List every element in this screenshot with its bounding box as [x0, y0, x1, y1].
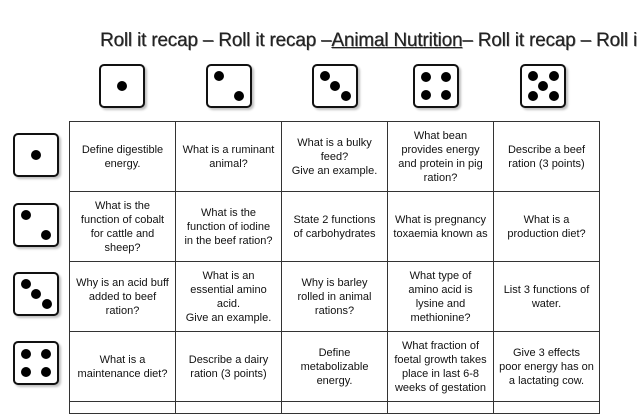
question-text: What is a production diet? [507, 213, 586, 240]
question-cell [282, 262, 388, 332]
question-cell [70, 122, 176, 192]
question-text: What bean provides energy and protein in pig ration? [398, 129, 483, 184]
die-pip [441, 90, 451, 100]
question-cell [494, 122, 600, 192]
die-1-icon [99, 64, 145, 108]
question-cell [388, 122, 494, 192]
grid-row-4 [70, 332, 600, 402]
die-pip [421, 90, 431, 100]
die-pip [234, 91, 244, 101]
question-cell [494, 262, 600, 332]
question-cell [282, 192, 388, 262]
die-pip [549, 91, 559, 101]
question-text: List 3 functions of water. [503, 283, 590, 310]
die-pip [21, 349, 31, 359]
die-pip [421, 72, 431, 82]
die-pip [21, 279, 31, 289]
title-topic: Animal Nutrition [331, 30, 463, 51]
die-pip [21, 210, 31, 220]
question-text: Define digestible energy. [81, 143, 164, 170]
question-grid [69, 121, 600, 414]
question-cell [494, 332, 600, 402]
question-cell [282, 402, 388, 414]
question-cell [282, 332, 388, 402]
die-pip [320, 71, 330, 81]
question-text: What type of amino acid is lysine and methionine? [408, 269, 473, 324]
die-3-icon [312, 64, 358, 108]
question-cell [388, 262, 494, 332]
die-4-icon [13, 341, 59, 385]
question-text: Why is an acid buff added to beef ration? [76, 276, 169, 317]
die-pip [21, 367, 31, 377]
question-text: What fraction of foetal growth takes place in last 6-8 weeks of gestation [394, 339, 487, 394]
question-text: Why is barley rolled in animal rations? [297, 276, 372, 317]
question-text: What is the function of cobalt for cattle and sheep? [80, 199, 165, 254]
question-cell [388, 402, 494, 414]
question-cell [388, 192, 494, 262]
die-pip [528, 91, 538, 101]
die-5-icon [520, 64, 566, 108]
question-cell [176, 192, 282, 262]
die-pip [528, 71, 538, 81]
question-text: What is pregnancy toxaemia known as [393, 213, 488, 240]
die-pip [341, 91, 351, 101]
die-pip [31, 289, 41, 299]
die-pip [41, 230, 51, 240]
die-pip [41, 367, 51, 377]
grid-row-2 [70, 192, 600, 262]
question-text: What is the function of iodine in the beef ration? [184, 206, 273, 247]
die-pip [117, 81, 127, 91]
question-cell [70, 332, 176, 402]
question-cell [70, 402, 176, 414]
die-pip [441, 72, 451, 82]
question-cell [494, 402, 600, 414]
die-pip [214, 71, 224, 81]
die-2-icon [206, 64, 252, 108]
title-suffix: – Roll it recap – Roll i [462, 30, 637, 51]
question-cell [388, 332, 494, 402]
question-text: What is a bulky feed? Give an example. [291, 136, 378, 177]
die-pip [330, 81, 340, 91]
die-pip [42, 299, 52, 309]
title-prefix: Roll it recap – Roll it recap – [100, 30, 332, 51]
die-pip [31, 150, 41, 160]
die-2-icon [13, 203, 59, 247]
question-text: What is a ruminant animal? [182, 143, 275, 170]
die-pip [41, 349, 51, 359]
question-cell [494, 192, 600, 262]
grid-row-5-partial [70, 402, 600, 414]
page-title [100, 30, 637, 52]
question-cell [176, 332, 282, 402]
die-3-icon [13, 272, 59, 316]
die-pip [538, 81, 548, 91]
question-text: Describe a beef ration (3 points) [507, 143, 586, 170]
question-text: What is an essential amino acid. Give an example. [185, 269, 272, 324]
die-pip [549, 71, 559, 81]
question-cell [176, 402, 282, 414]
grid-row-1 [70, 122, 600, 192]
question-text: Describe a dairy ration (3 points) [188, 353, 269, 380]
question-cell [282, 122, 388, 192]
question-cell [176, 262, 282, 332]
question-text: What is a maintenance diet? [77, 353, 168, 380]
question-cell [70, 192, 176, 262]
question-text: Define metabolizable energy. [300, 346, 369, 387]
die-1-icon [13, 133, 59, 177]
question-text: State 2 functions of carbohydrates [293, 213, 376, 240]
question-cell [70, 262, 176, 332]
die-4-icon [413, 64, 459, 108]
question-text: Give 3 effects poor energy has on a lactating cow. [499, 346, 594, 387]
question-cell [176, 122, 282, 192]
grid-row-3 [70, 262, 600, 332]
